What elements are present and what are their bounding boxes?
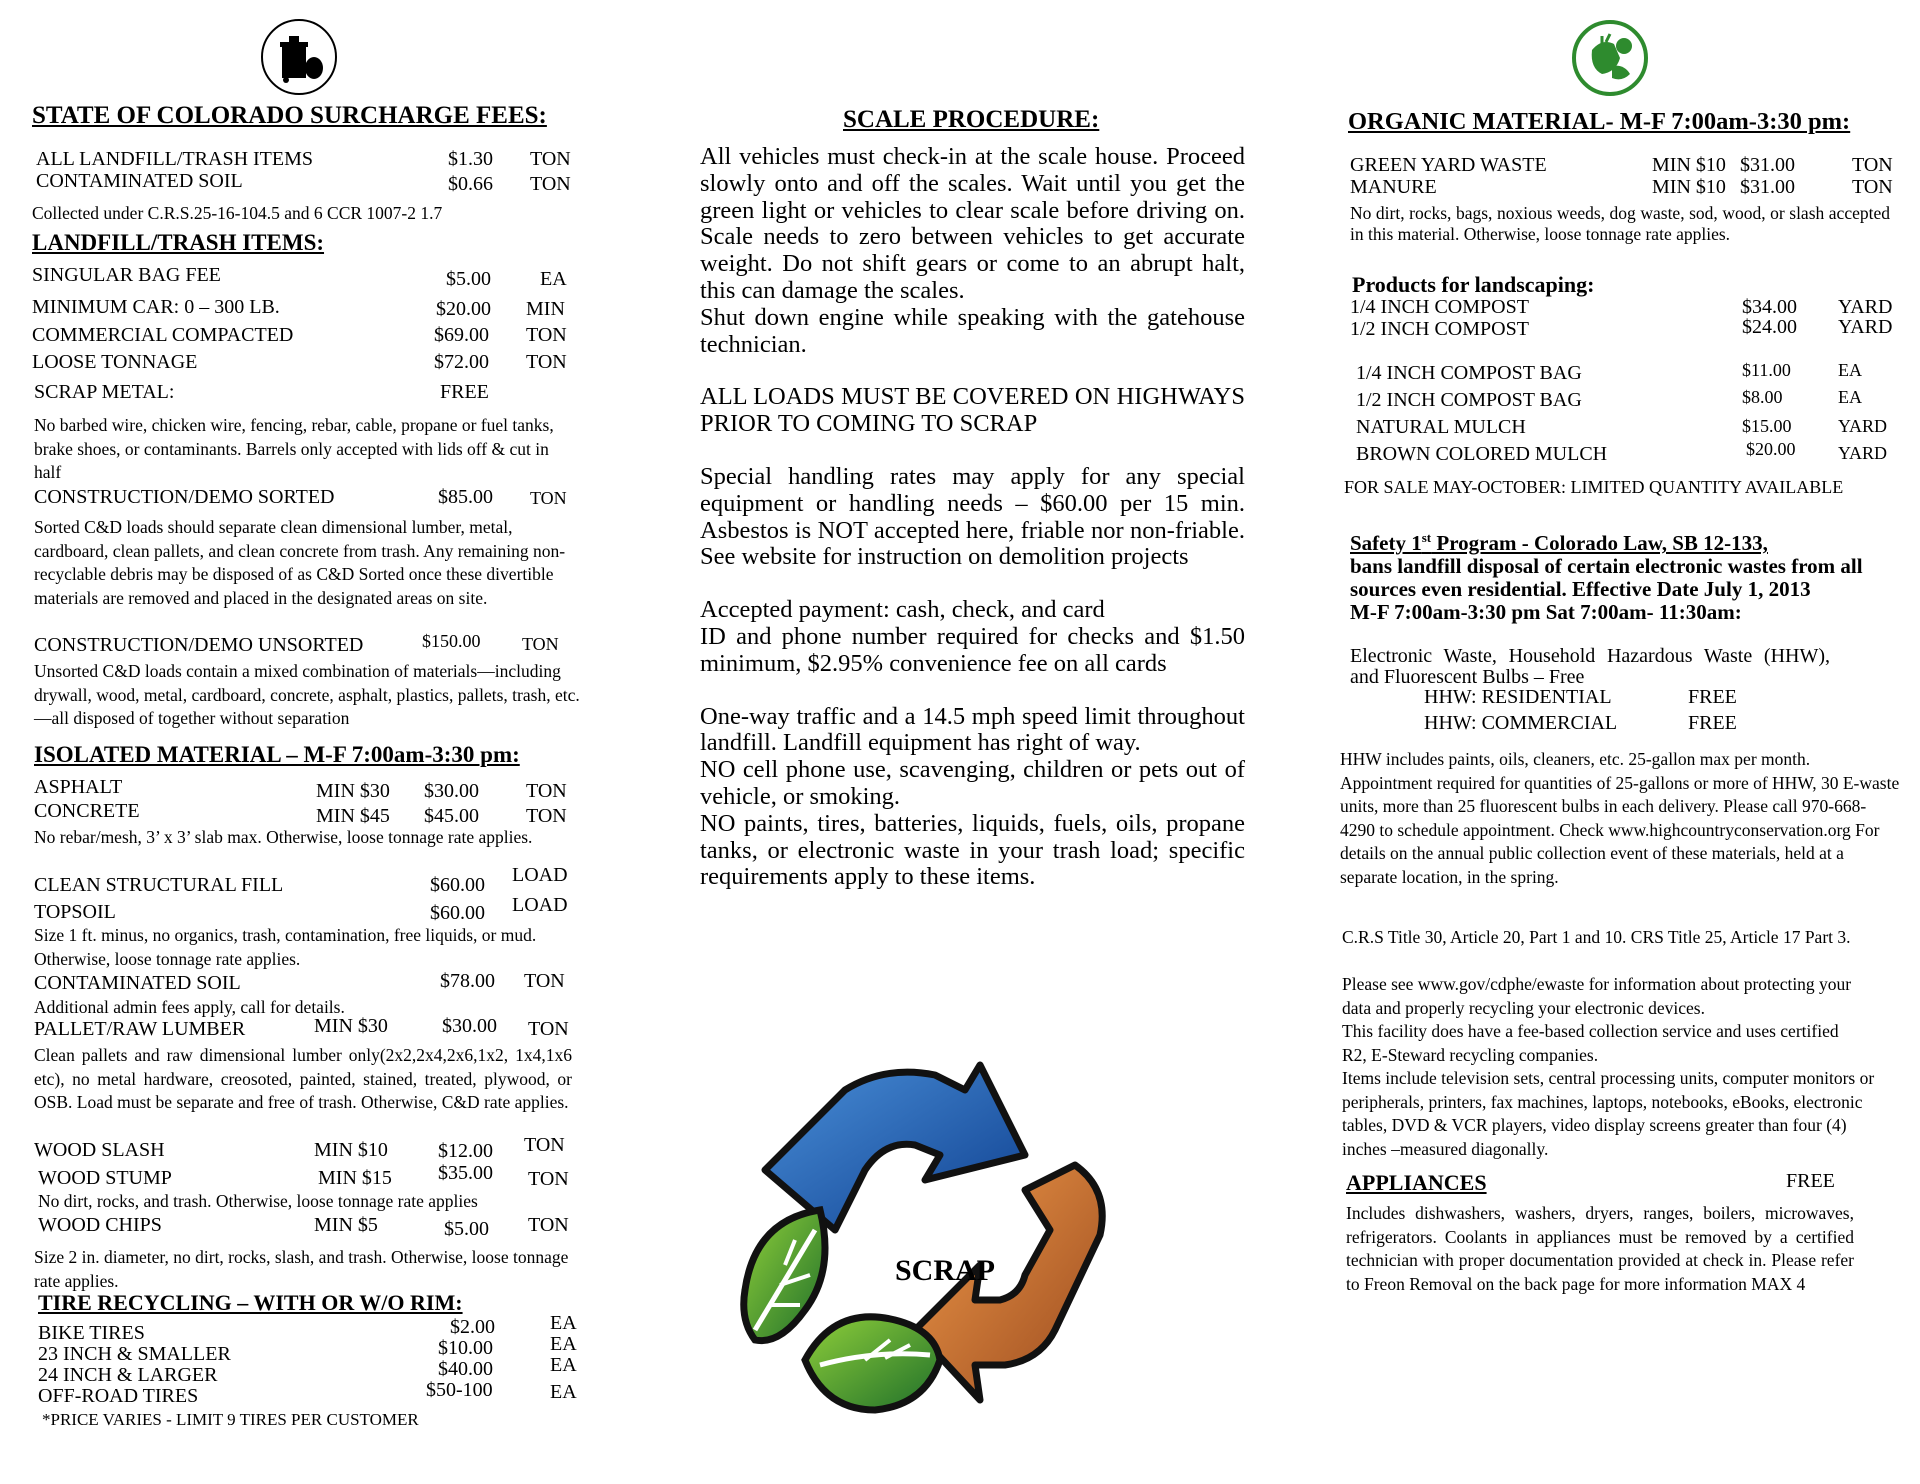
row-unit: YARD [1838, 416, 1888, 436]
scrap-note: No barbed wire, chicken wire, fencing, rebar, cable, propane or fuel tanks, brake shoes, or contaminants. Barrels only accepted with lids off & cut in half [34, 415, 554, 482]
row-price: $15.00 [1742, 416, 1792, 436]
row-price: $20.00 [436, 298, 491, 320]
row-name: LOOSE TONNAGE [32, 351, 198, 373]
organic-heading: ORGANIC MATERIAL- M-F 7:00am-3:30 pm: [1348, 108, 1851, 135]
row-price: $34.00 [1742, 296, 1797, 318]
table-row [34, 800, 574, 827]
table-row [1424, 686, 1824, 712]
row-unit: TON [530, 488, 567, 508]
row-name: GREEN YARD WASTE [1350, 154, 1547, 176]
row-unit: TON [526, 351, 567, 373]
row-name: PALLET/RAW LUMBER [34, 1018, 246, 1040]
scale-text [700, 144, 1245, 891]
table-row [1350, 296, 1905, 318]
row-min: MIN $10 [1652, 176, 1726, 198]
row-name: 1/2 INCH COMPOST [1350, 318, 1529, 340]
table-row [32, 351, 572, 381]
row-unit: YARD [1838, 296, 1893, 318]
row-unit: EA [550, 1381, 577, 1403]
row-price: $45.00 [424, 805, 479, 827]
row-price: $30.00 [424, 780, 479, 802]
row-unit: LOAD [512, 894, 568, 916]
row-price: $31.00 [1740, 176, 1795, 198]
row-name: 1/2 INCH COMPOST BAG [1356, 389, 1582, 411]
isolated-table-a [34, 776, 574, 827]
row-name: SINGULAR BAG FEE [32, 264, 221, 286]
row-name: BIKE TIRES [38, 1322, 145, 1344]
organic-table [1350, 154, 1905, 198]
row-min: MIN $30 [314, 1015, 388, 1037]
scale-paragraph: All vehicles must check-in at the scale house. Proceed slowly onto and off the scales. Wait until you get the green light or vehicles to clear scale before driving on. Scale needs to zero between vehicles to get accurate weight. Do not shift gears or come to an abrupt halt, this can damage the scales. [700, 143, 1245, 304]
row-unit: TON [526, 805, 567, 827]
table-row [34, 864, 574, 896]
table-row [38, 1381, 578, 1405]
chips-note: Size 2 in. diameter, no dirt, rocks, slash, and trash. Otherwise, loose tonnage rate applies. [34, 1247, 569, 1291]
row-name: MANURE [1350, 176, 1437, 198]
row-price: $69.00 [434, 324, 489, 346]
row-name: TOPSOIL [34, 901, 116, 923]
row-unit: TON [524, 1134, 565, 1156]
scale-paragraph: Shut down engine while speaking with the gatehouse technician. [700, 303, 1245, 358]
row-price: $5.00 [444, 1218, 489, 1240]
safety-title-text: Safety 1 [1350, 531, 1422, 555]
row-price: $20.00 [1746, 439, 1796, 459]
surcharge-note: Collected under C.R.S.25-16-104.5 and 6 CCR 1007-2 1.7 [32, 203, 443, 223]
row-price: $35.00 [438, 1162, 493, 1184]
row-name: COMMERCIAL COMPACTED [32, 324, 294, 346]
row-unit: EA [540, 268, 567, 290]
row-price: $24.00 [1742, 316, 1797, 338]
row-unit: YARD [1838, 443, 1888, 463]
trash-bin-icon [260, 18, 338, 96]
row-name: CONTAMINATED SOIL [36, 170, 243, 192]
row-name: WOOD CHIPS [38, 1214, 162, 1236]
cd-sorted-note: Sorted C&D loads should separate clean dimensional lumber, metal, cardboard, clean pallets, and clean concrete from trash. Any remaining non-recyclable debris may be disposed of as C&D Sorted once these divertible materials are removed and placed in the designated areas on site. [34, 517, 566, 608]
surcharge-heading: STATE OF COLORADO SURCHARGE FEES: [32, 102, 547, 129]
row-name: 23 INCH & SMALLER [38, 1343, 231, 1365]
scale-paragraph: Special handling rates may apply for any special equipment or handling needs – $60.00 per 15 min. Asbestos is NOT accepted here, friable nor non-friable. See website for instruction on demolition projects [700, 462, 1245, 571]
row-price: $150.00 [422, 631, 481, 651]
bag-table [1356, 360, 1906, 468]
row-price: $1.30 [448, 148, 493, 170]
safety-items: Electronic Waste, Household Hazardous Waste (HHW), and Fluorescent Bulbs – Free [1350, 645, 1830, 688]
table-row [1350, 154, 1905, 176]
hhw-note: HHW includes paints, oils, cleaners, etc. 25-gallon max per month. Appointment required for quantities of 25-gallons or more of HHW, 30 E-waste units, more than 25 fluorescent bulbs in each delivery. Please call 970-668-4290 to schedule appointment. Check www.highcountryconservation.org For details on the annual public collection event of these materials, held at a separate location, in the spring. [1340, 749, 1900, 887]
sale-note: FOR SALE MAY-OCTOBER: LIMITED QUANTITY AVAILABLE [1344, 477, 1844, 497]
table-row [1356, 441, 1906, 468]
scale-paragraph: One-way traffic and a 14.5 mph speed limit throughout landfill. Landfill equipment has right of way. [700, 702, 1245, 757]
ewaste-note: Please see www.gov/cdphe/ewaste for information about protecting your data and properly recycling your electronic devices. [1342, 974, 1852, 1018]
safety-program [1350, 526, 1870, 624]
surcharge-table [36, 148, 576, 195]
row-name: NATURAL MULCH [1356, 416, 1526, 438]
row-unit: MIN [526, 298, 565, 320]
safety-description: bans landfill disposal of certain electronic wastes from all sources even residential. Effective Date July 1, 2013 [1350, 554, 1863, 601]
isolated-a-note: No rebar/mesh, 3’ x 3’ slab max. Otherwise, loose tonnage rate applies. [34, 827, 533, 847]
landfill-table [32, 264, 572, 407]
row-name: ASPHALT [34, 776, 123, 798]
scale-paragraph: ALL LOADS MUST BE COVERED ON HIGHWAYS PRIOR TO COMING TO SCRAP [700, 383, 1245, 438]
row-unit: TON [522, 634, 559, 654]
row-price: $11.00 [1742, 360, 1791, 380]
organic-note: No dirt, rocks, bags, noxious weeds, dog waste, sod, wood, or slash accepted in this material. Otherwise, loose tonnage rate applies. [1350, 203, 1890, 244]
row-unit: TON [526, 324, 567, 346]
row-unit: TON [528, 1018, 569, 1040]
row-name: CLEAN STRUCTURAL FILL [34, 874, 284, 896]
products-heading: Products for landscaping: [1352, 272, 1595, 297]
table-row [32, 296, 572, 324]
chips-row [38, 1214, 578, 1240]
table-row [1350, 176, 1905, 198]
safety-title [1350, 526, 1870, 555]
row-name: CONCRETE [34, 800, 140, 822]
row-name: HHW: RESIDENTIAL [1424, 686, 1612, 708]
row-name: HHW: COMMERCIAL [1424, 712, 1618, 734]
pallet-row [34, 1015, 574, 1044]
table-row [36, 148, 576, 170]
row-name: SCRAP METAL: [34, 381, 175, 403]
scale-paragraph: NO cell phone use, scavenging, children or pets out of vehicle, or smoking. [700, 756, 1245, 810]
row-price: $40.00 [438, 1358, 493, 1380]
wood-note: No dirt, rocks, and trash. Otherwise, loose tonnage rate applies [38, 1191, 478, 1211]
row-price: $10.00 [438, 1337, 493, 1359]
row-name: CONSTRUCTION/DEMO UNSORTED [34, 634, 364, 656]
compost-table [1350, 296, 1905, 340]
wood-table [34, 1134, 574, 1190]
row-name: WOOD SLASH [34, 1139, 165, 1161]
row-price: $5.00 [446, 268, 491, 290]
row-price: $0.66 [448, 173, 493, 195]
row-name: MINIMUM CAR: 0 – 300 LB. [32, 296, 280, 318]
safety-title-text: Program - Colorado Law, SB 12-133, [1431, 531, 1768, 555]
row-name: 24 INCH & LARGER [38, 1364, 218, 1386]
row-unit: LOAD [512, 864, 568, 886]
row-unit: EA [1838, 387, 1862, 407]
safety-title-sup: st [1421, 530, 1432, 545]
compost-logo-icon [1572, 20, 1648, 96]
scale-paragraph: NO paints, tires, batteries, liquids, fuels, oils, propane tanks, or electronic waste in your trash load; specific requirements apply to these items. [700, 809, 1245, 891]
row-unit: TON [530, 173, 571, 195]
table-row [32, 264, 572, 296]
row-min: MIN $5 [314, 1214, 378, 1236]
table-row [34, 1134, 574, 1162]
row-unit: TON [1852, 176, 1893, 198]
crs-note: C.R.S Title 30, Article 20, Part 1 and 10. CRS Title 25, Article 17 Part 3. [1342, 927, 1851, 947]
table-row [38, 1312, 578, 1344]
ewaste-note: This facility does have a fee-based collection service and uses certified R2, E-Steward recycling companies. [1342, 1021, 1839, 1065]
row-price: $72.00 [434, 351, 489, 373]
row-name: BROWN COLORED MULCH [1356, 443, 1608, 465]
row-price: FREE [440, 381, 489, 403]
row-price: $60.00 [430, 902, 485, 924]
appliances-note: Includes dishwashers, washers, dryers, ranges, boilers, microwaves, refrigerators. Coolants in appliances must be removed by a certified technician with proper documentation provided at check in. Please refer to Freon Removal on the back page for more information MAX 4 [1346, 1203, 1854, 1294]
row-unit: TON [1852, 154, 1893, 176]
row-unit: TON [524, 970, 565, 992]
row-price: $12.00 [438, 1140, 493, 1162]
scale-heading: SCALE PROCEDURE: [843, 106, 1100, 133]
table-row [36, 170, 576, 195]
row-unit: EA [550, 1354, 577, 1376]
row-name: CONTAMINATED SOIL [34, 972, 241, 994]
row-price: $60.00 [430, 874, 485, 896]
tire-heading: TIRE RECYCLING – WITH OR W/O RIM: [38, 1290, 463, 1315]
table-row [1356, 360, 1906, 387]
row-price: $85.00 [438, 486, 493, 508]
tire-note: *PRICE VARIES - LIMIT 9 TIRES PER CUSTOMER [42, 1410, 419, 1429]
contaminated-note: Additional admin fees apply, call for details. [34, 997, 345, 1017]
scale-paragraph: Accepted payment: cash, check, and card [700, 596, 1105, 624]
table-row [1424, 712, 1824, 738]
row-min: MIN $30 [316, 780, 390, 802]
cd-unsorted-note: Unsorted C&D loads contain a mixed combination of materials—including drywall, wood, metal, cardboard, concrete, asphalt, plastics, pallets, trash, etc.—all disposed of together without separation [34, 661, 580, 728]
table-row [34, 776, 574, 800]
row-price: FREE [1688, 712, 1737, 734]
table-row [32, 324, 572, 351]
row-min: MIN $10 [314, 1139, 388, 1161]
row-min: MIN $10 [1652, 154, 1726, 176]
row-price: FREE [1688, 686, 1737, 708]
hhw-table [1424, 686, 1824, 738]
pallet-note: Clean pallets and raw dimensional lumber only(2x2,2x4,2x6,1x2, 1x4,1x6 etc), no metal hardware, creosoted, painted, stained, treated, plywood, or OSB. Load must be separate and free of trash. Otherwise, C&D rate applies. [34, 1045, 572, 1112]
row-price: $2.00 [450, 1316, 495, 1338]
row-unit: EA [550, 1312, 577, 1334]
safety-hours: M-F 7:00am-3:30 pm Sat 7:00am- 11:30am: [1350, 600, 1742, 624]
row-price: $31.00 [1740, 154, 1795, 176]
row-name: CONSTRUCTION/DEMO SORTED [34, 486, 335, 508]
row-price: $78.00 [440, 970, 495, 992]
row-name: ALL LANDFILL/TRASH ITEMS [36, 148, 314, 170]
row-min: MIN $15 [318, 1167, 392, 1189]
row-price: $50-100 [426, 1379, 493, 1401]
ewaste-note: Items include television sets, central processing units, computer monitors or peripherals, printers, fax machines, laptops, notebooks, eBooks, electronic tables, DVD & VCR players, video display screens greater than four (4) inches –measured diagonally. [1342, 1068, 1875, 1159]
row-name: OFF-ROAD TIRES [38, 1385, 199, 1407]
row-unit: TON [528, 1168, 569, 1190]
row-unit: YARD [1838, 316, 1893, 338]
appliances-heading: APPLIANCES [1346, 1170, 1487, 1195]
row-name: 1/4 INCH COMPOST BAG [1356, 362, 1582, 384]
row-unit: TON [528, 1214, 569, 1236]
row-price: $30.00 [442, 1015, 497, 1037]
isolated-b-note: Size 1 ft. minus, no organics, trash, contamination, free liquids, or mud. Otherwise, loose tonnage rate applies. [34, 925, 537, 969]
table-row [1356, 414, 1906, 441]
table-row [32, 381, 572, 407]
row-unit: EA [1838, 360, 1862, 380]
table-row [34, 1162, 574, 1190]
row-unit: TON [530, 148, 571, 170]
table-row [1350, 318, 1905, 340]
isolated-table-b [34, 864, 574, 922]
row-unit: EA [550, 1333, 577, 1355]
landfill-heading: LANDFILL/TRASH ITEMS: [32, 230, 325, 255]
table-row [34, 892, 574, 922]
row-name: WOOD STUMP [38, 1167, 172, 1189]
cd-sorted-row [34, 486, 574, 512]
row-unit: TON [526, 780, 567, 802]
contaminated-row [34, 972, 574, 998]
appliances-price: FREE [1786, 1170, 1835, 1192]
scrap-logo-text: SCRAP [895, 1254, 996, 1287]
row-min: MIN $45 [316, 805, 390, 827]
recycle-logo [725, 1060, 1165, 1480]
scale-paragraph: ID and phone number required for checks and $1.50 minimum, $2.95% convenience fee on all cards [700, 622, 1245, 677]
tire-table [38, 1312, 578, 1407]
isolated-heading: ISOLATED MATERIAL – M-F 7:00am-3:30 pm: [34, 742, 520, 767]
row-price: $8.00 [1742, 387, 1783, 407]
row-name: 1/4 INCH COMPOST [1350, 296, 1529, 318]
table-row [1356, 387, 1906, 414]
cd-unsorted-row [34, 631, 574, 660]
